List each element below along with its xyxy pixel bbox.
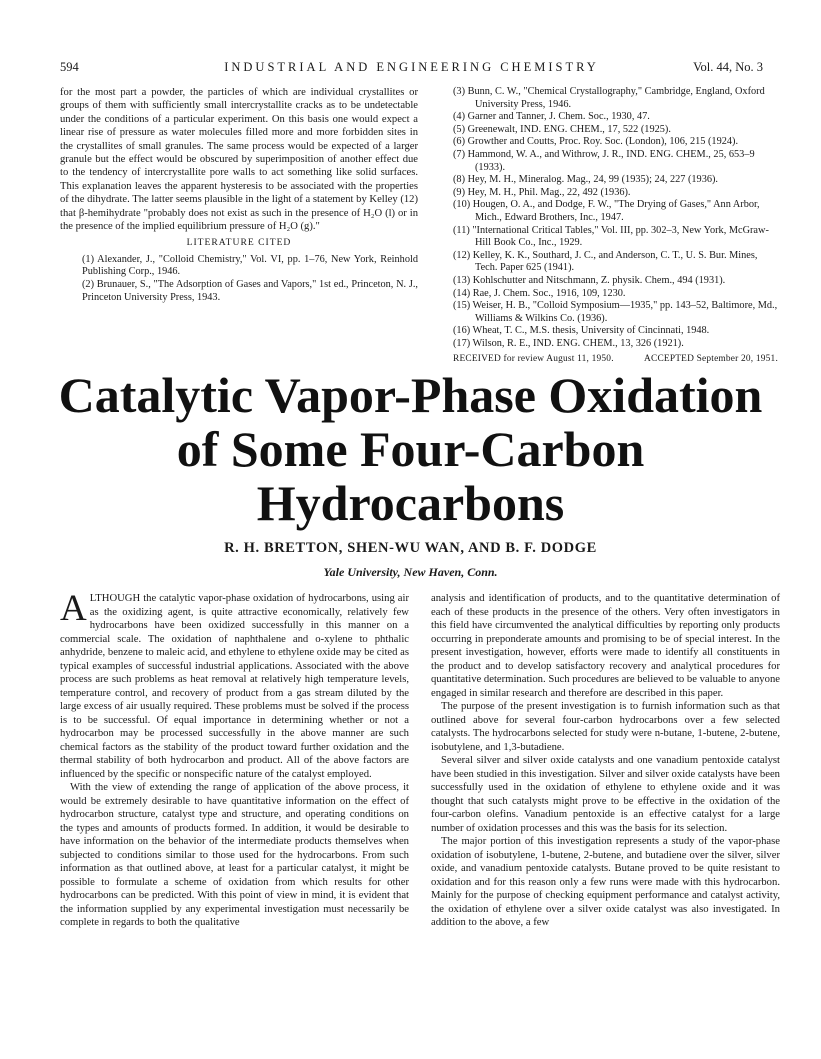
reference-item: (8) Hey, M. H., Mineralog. Mag., 24, 99 (1935); 24, 227 (1936). xyxy=(453,174,719,186)
body-paragraph: With the view of extending the range of application of the above process, it would be extremely desirable to have quantitative information on the effect of hydrocarbon structure, catalyst type and structure, and operating conditions on the types and amounts of products formed. In addition, it would be desirable to have information on the behavior of the intermediate products themselves when subjected to conditions similar to those used for the hydrocarbons. From such information as that outlined above, at least for a particular catalyst, it might be possible to formulate a scheme of oxidation from which results for other hydrocarbons can be predicted. With this point of view in mind, it is evident that the information supplied by any experimental investigation must necessarily be complete in regards to both the qualitative xyxy=(60,782,409,928)
reference-item: (10) Hougen, O. A., and Dodge, F. W., "The Drying of Gases," Ann Arbor, Mich., Edward Brothers, Inc., 1947. xyxy=(453,199,760,223)
article-left-column xyxy=(60,588,409,930)
body-paragraph: analysis and identification of products, and to the quantitative determination of each of these products in the presence of the others. Very often investigators in this field have circumvented the analytical difficulties by reporting only products occurring in preponderate amounts and promising to be of special interest. In the present investigation, however, efforts were made to identify all constituents in the product and to develop satisfactory recovery and analytical procedures for quantitative determination. Such procedures are believed to be valuable to anyone engaged in similar research and therefore are described in this paper. xyxy=(431,593,780,699)
author-affiliation: Yale University, New Haven, Conn. xyxy=(323,565,498,579)
literature-cited-heading: LITERATURE CITED xyxy=(186,237,292,249)
previous-article-paragraph: for the most part a powder, the particles of which are individual crystallites or groups of them with sufficiently small intercrystallite cracks as to be undetectable under the conditions of a particular experiment. On this basis one would expect a linear rise of pressure as water molecules filled more and more forbidden sites in the crystallites of small granules. The same process would be expected of a larger granule but the effect would be obscured by superimposition of another effect due to the tendency of intercrystallite pore walls to act something like solid surfaces. This explanation leaves the apparent hysteresis to be associated with the properties of the dihydrate. The latter seems plausible in the light of a statement by Kelley (12) that β-hemihydrate "probably does not exist as such in the presence of H₂O (l) or in the presence of the implied equilibrium pressure of H₂O (g)." xyxy=(60,87,418,233)
page-number: 594 xyxy=(60,60,79,74)
article-authors: R. H. BRETTON, SHEN-WU WAN, AND B. F. DODGE xyxy=(224,540,597,556)
title-line: Hydrocarbons xyxy=(256,475,565,531)
reference-item: (14) Rae, J. Chem. Soc., 1916, 109, 1230. xyxy=(453,287,626,299)
reference-item: (6) Growther and Coutts, Proc. Roy. Soc. (London), 106, 215 (1924). xyxy=(453,136,739,148)
reference-item: (1) Alexander, J., "Colloid Chemistry," Vol. VI, pp. 1–76, New York, Reinhold Publishing Corp., 1946. xyxy=(82,253,418,278)
received-line xyxy=(453,353,778,366)
body-paragraph xyxy=(60,588,409,781)
reference-item: (11) "International Critical Tables," Vol. III, pp. 302–3, New York, McGraw-Hill Book Co., Inc., 1929. xyxy=(453,224,769,249)
article-title xyxy=(40,368,781,530)
reference-item: (9) Hey, M. H., Phil. Mag., 22, 492 (1936). xyxy=(453,186,631,198)
previous-article-right-column xyxy=(453,86,778,366)
body-paragraph: The purpose of the present investigation is to furnish information such as that outlined above for several four-carbon hydrocarbons over a few selected catalysts. The hydrocarbons selected for study were n-butane, 1-butene, 2-butene, isobutylene, and 1,3-butadiene. xyxy=(431,701,780,753)
reference-item: (3) Bunn, C. W., "Chemical Crystallography," Cambridge, England, Oxford University Press, 1946. xyxy=(453,86,765,110)
reference-item: (12) Kelley, K. K., Southard, J. C., and Anderson, C. T., U. S. Bur. Mines, Tech. Paper 625 (1941). xyxy=(453,249,758,274)
body-paragraph: Several silver and silver oxide catalysts and one vanadium pentoxide catalyst have been studied in this investigation. Silver and silver oxide catalysts have been successfully used in the oxidation of ethylene to ethylene oxide and it was thought that such catalysts might prove to be effective in the oxidation of the four-carbon olefins. Vanadium pentoxide is an effective catalyst for a large number of oxidation processes and this was the basis for its selection. xyxy=(431,755,780,834)
reference-item: (7) Hammond, W. A., and Withrow, J. R., IND. ENG. CHEM., 25, 653–9 (1933). xyxy=(453,148,755,173)
paragraph-text: LTHOUGH the catalytic vapor-phase oxidation of hydrocarbons, using air as the oxidizing agent, is quite attractive economically, relatively few hydrocarbons have been oxidized successfully in this manner on a commercial scale. The oxidation of naphthalene and o-xylene to phthalic anhydride, benzene to maleic acid, and ethylene to ethylene oxide may be cited as typical examples of successful industrial applications. Associated with the above process are such problems as heat removal at relatively high temperature levels, temperature control, and recovery of product from a gas stream diluted by the large excess of air usually required. These problems must be solved if the process is to be successful. Of equal importance in determining whether or not a hydrocarbon may be processed successfully in the above manner are such chemical factors as the stability of the product toward further oxidation and the thermal stability of both hydrocarbon and product. All of the above factors are influenced by the specific or nonspecific nature of the catalyst employed. xyxy=(60,593,409,780)
reference-item: (15) Weiser, H. B., "Colloid Symposium—1935," pp. 143–52, Baltimore, Md., Williams & Wilkins Co. (1936). xyxy=(453,300,778,324)
drop-cap: A xyxy=(60,588,87,629)
journal-title: INDUSTRIAL AND ENGINEERING CHEMISTRY xyxy=(224,60,599,74)
previous-article-tail xyxy=(60,86,778,365)
reference-item: (16) Wheat, T. C., M.S. thesis, University of Cincinnati, 1948. xyxy=(453,325,710,337)
article-right-column xyxy=(431,592,780,930)
accepted-date: ACCEPTED September 20, 1951. xyxy=(644,354,778,365)
previous-article-left-column xyxy=(60,86,418,304)
body-paragraph: The major portion of this investigation represents a study of the vapor-phase oxidation of isobutylene, 1-butene, 2-butene, and butadiene over the silver, silver oxide, and vanadium pentoxide catalysts. Butane proved to be quite resistant to oxidation and for this reason only a few runs were made with this hydrocarbon. Mainly for the purpose of checking equipment performance and catalyst activity, the oxidation of ethylene over a silver oxide catalyst was also investigated. In addition to the above, a few xyxy=(431,836,780,928)
title-line: Catalytic Vapor-Phase Oxidation xyxy=(58,367,763,423)
received-date: RECEIVED for review August 11, 1950. xyxy=(453,354,614,365)
title-line: of Some Four-Carbon xyxy=(176,421,645,477)
running-header xyxy=(60,60,763,78)
reference-item: (4) Garner and Tanner, J. Chem. Soc., 1930, 47. xyxy=(453,111,650,123)
reference-item: (17) Wilson, R. E., IND. ENG. CHEM., 13, 326 (1921). xyxy=(453,337,684,349)
reference-item: (2) Brunauer, S., "The Adsorption of Gases and Vapors," 1st ed., Princeton, N. J., Princeton University Press, 1943. xyxy=(82,279,418,303)
reference-item: (13) Kohlschutter and Nitschmann, Z. physik. Chem., 494 (1931). xyxy=(453,274,726,286)
reference-item: (5) Greenewalt, IND. ENG. CHEM., 17, 522 (1925). xyxy=(453,123,671,135)
volume-info: Vol. 44, No. 3 xyxy=(693,60,763,74)
